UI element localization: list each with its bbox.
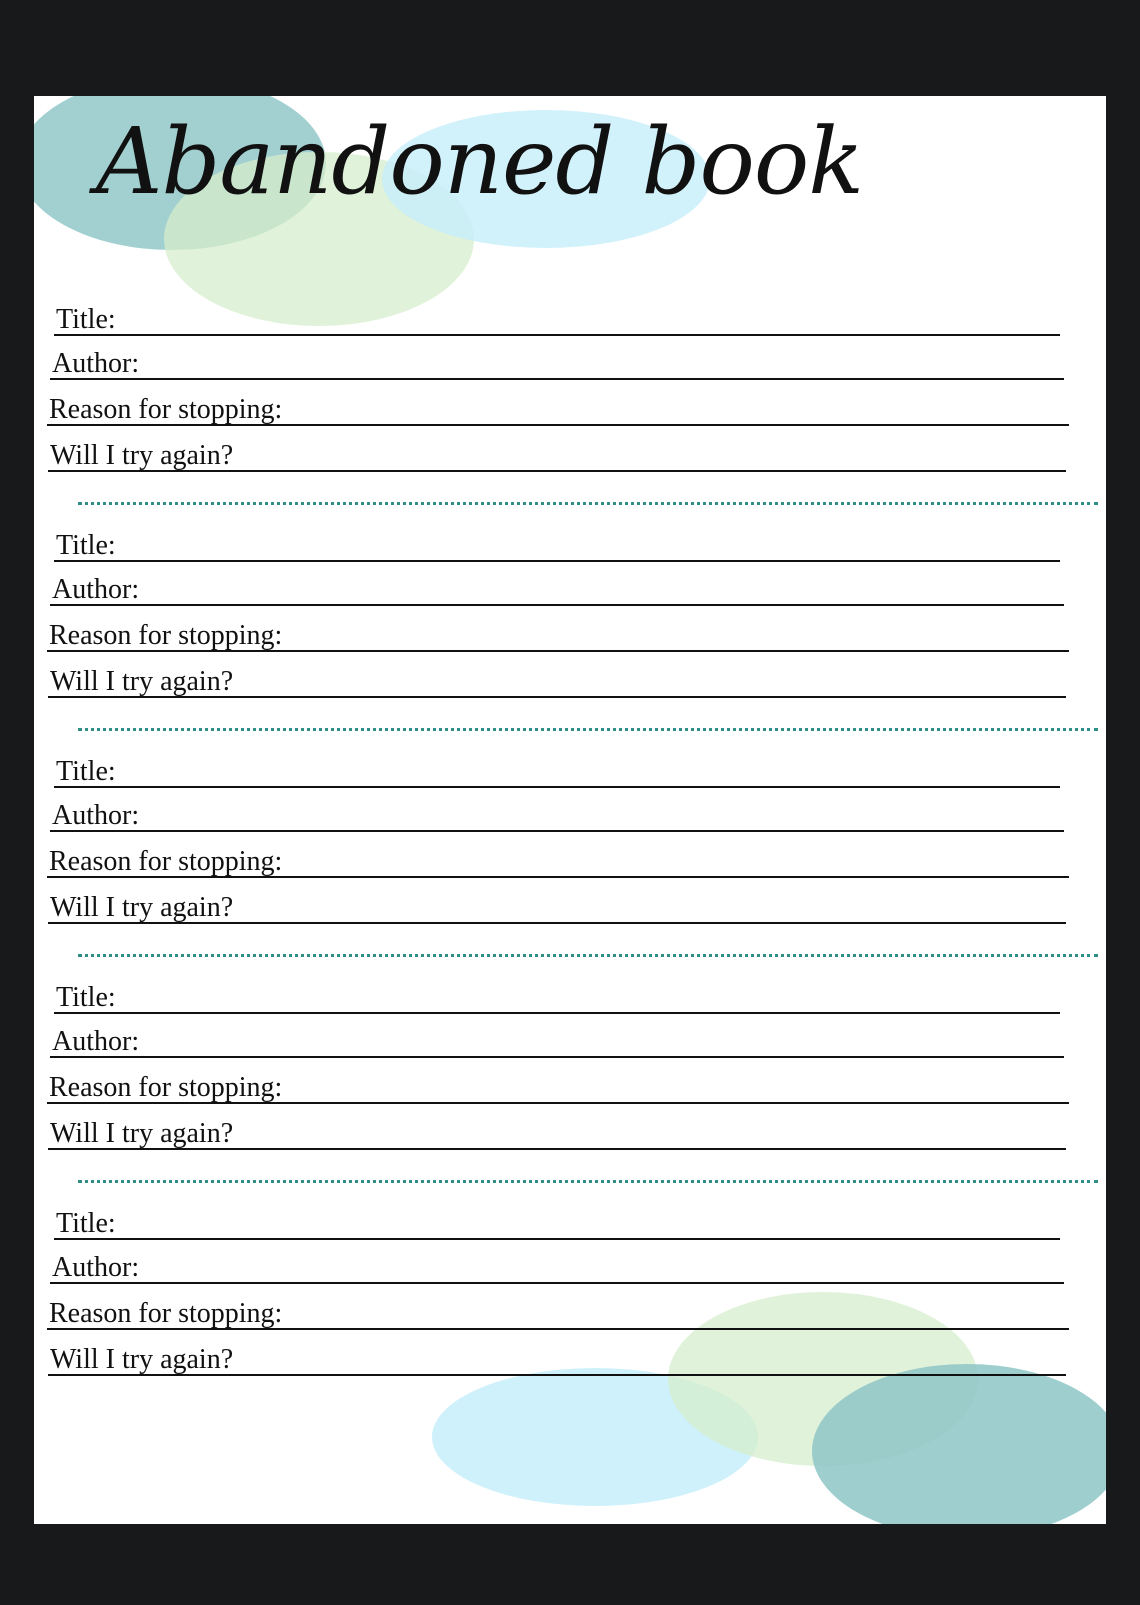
retry-label: Will I try again?	[50, 666, 234, 697]
reason-label: Reason for stopping:	[49, 1298, 283, 1329]
reason-line[interactable]	[47, 1298, 1069, 1330]
retry-line[interactable]	[48, 892, 1066, 924]
reason-label: Reason for stopping:	[49, 620, 283, 651]
author-line[interactable]	[50, 800, 1064, 832]
author-label: Author:	[52, 574, 140, 605]
title-label: Title:	[56, 530, 116, 561]
book-entry	[34, 982, 1106, 1172]
author-label: Author:	[52, 1026, 140, 1057]
title-label: Title:	[56, 1208, 116, 1239]
title-line[interactable]	[54, 1208, 1060, 1240]
author-label: Author:	[52, 1252, 140, 1283]
retry-line[interactable]	[48, 440, 1066, 472]
author-label: Author:	[52, 800, 140, 831]
title-line[interactable]	[54, 304, 1060, 336]
entry-separator	[78, 502, 1098, 505]
title-line[interactable]	[54, 530, 1060, 562]
book-entry	[34, 756, 1106, 946]
reason-label: Reason for stopping:	[49, 394, 283, 425]
author-label: Author:	[52, 348, 140, 379]
title-label: Title:	[56, 304, 116, 335]
reason-label: Reason for stopping:	[49, 1072, 283, 1103]
retry-label: Will I try again?	[50, 892, 234, 923]
author-line[interactable]	[50, 574, 1064, 606]
title-label: Title:	[56, 982, 116, 1013]
entry-separator	[78, 1180, 1098, 1183]
retry-label: Will I try again?	[50, 1344, 234, 1375]
author-line[interactable]	[50, 348, 1064, 380]
reason-line[interactable]	[47, 846, 1069, 878]
retry-label: Will I try again?	[50, 440, 234, 471]
book-entry	[34, 1208, 1106, 1398]
retry-line[interactable]	[48, 666, 1066, 698]
journal-page	[34, 96, 1106, 1524]
reason-label: Reason for stopping:	[49, 846, 283, 877]
entry-separator	[78, 728, 1098, 731]
reason-line[interactable]	[47, 394, 1069, 426]
book-entry	[34, 304, 1106, 494]
retry-label: Will I try again?	[50, 1118, 234, 1149]
reason-line[interactable]	[47, 620, 1069, 652]
title-line[interactable]	[54, 756, 1060, 788]
author-line[interactable]	[50, 1026, 1064, 1058]
title-line[interactable]	[54, 982, 1060, 1014]
page-title: Abandoned book	[96, 108, 863, 215]
reason-line[interactable]	[47, 1072, 1069, 1104]
title-label: Title:	[56, 756, 116, 787]
entry-separator	[78, 954, 1098, 957]
author-line[interactable]	[50, 1252, 1064, 1284]
book-entry	[34, 530, 1106, 720]
retry-line[interactable]	[48, 1344, 1066, 1376]
retry-line[interactable]	[48, 1118, 1066, 1150]
